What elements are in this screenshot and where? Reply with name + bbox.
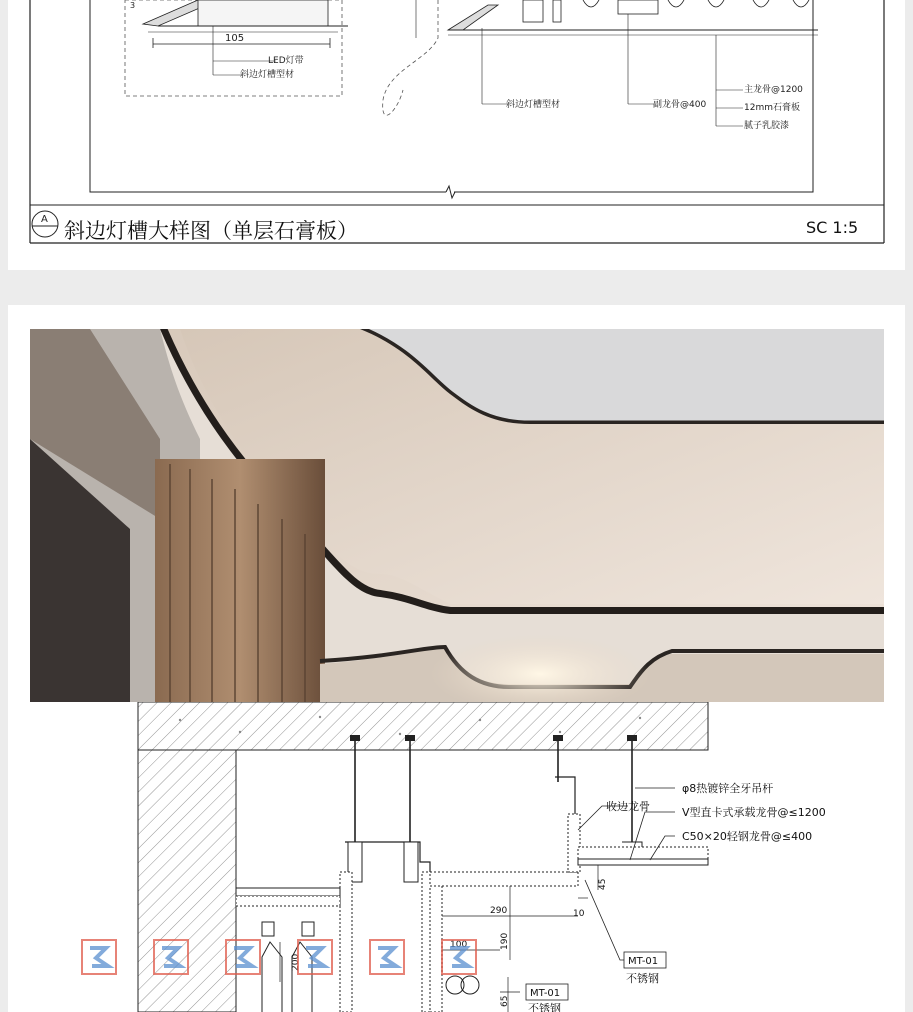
circle-marker-icon <box>32 211 58 237</box>
detail-drawing <box>8 0 905 270</box>
tag-mt01-a-material: 不锈钢 <box>626 972 659 985</box>
dim-190: 190 <box>500 932 510 950</box>
label-putty-paint: 腻子乳胶漆 <box>744 121 790 131</box>
tag-mt01-b-material: 不锈钢 <box>528 1002 561 1012</box>
tag-mt01-a: MT-01 <box>628 956 659 967</box>
label-gypsum-board: 12mm石膏板 <box>744 103 800 113</box>
label-edge-keel: 收边龙骨 <box>606 800 650 813</box>
detail-title: 斜边灯槽大样图（单层石膏板） <box>64 219 358 243</box>
ceiling-photo <box>30 329 884 702</box>
label-main-keel: 主龙骨@1200 <box>744 85 803 95</box>
detail-card <box>8 0 905 270</box>
dim-100: 100 <box>450 940 468 950</box>
label-led-strip: LED灯带 <box>268 56 304 66</box>
dim-290: 290 <box>490 906 508 916</box>
dim-45: 45 <box>598 878 608 890</box>
label-bevel-profile-right: 斜边灯槽型材 <box>506 100 561 110</box>
photo-card <box>8 305 905 1012</box>
label-secondary-keel: 副龙骨@400 <box>653 100 707 110</box>
dim-3: 3 <box>130 1 136 10</box>
marker-letter: A <box>41 214 48 225</box>
tag-mt01-b: MT-01 <box>530 988 561 999</box>
dim-10: 10 <box>573 909 585 919</box>
dim-105: 105 <box>225 33 245 44</box>
dim-65: 65 <box>500 995 510 1007</box>
label-hanger-rod: φ8热镀锌全牙吊杆 <box>682 782 774 795</box>
label-c50-keel: C50×20轻钢龙骨@≤400 <box>682 830 813 843</box>
label-v-keel: V型直卡式承载龙骨@≤1200 <box>682 806 826 819</box>
dim-200: 200 <box>291 953 301 971</box>
label-bevel-profile-left: 斜边灯槽型材 <box>240 70 295 80</box>
scale-label: SC 1:5 <box>806 218 859 237</box>
section-drawing <box>30 702 884 1012</box>
